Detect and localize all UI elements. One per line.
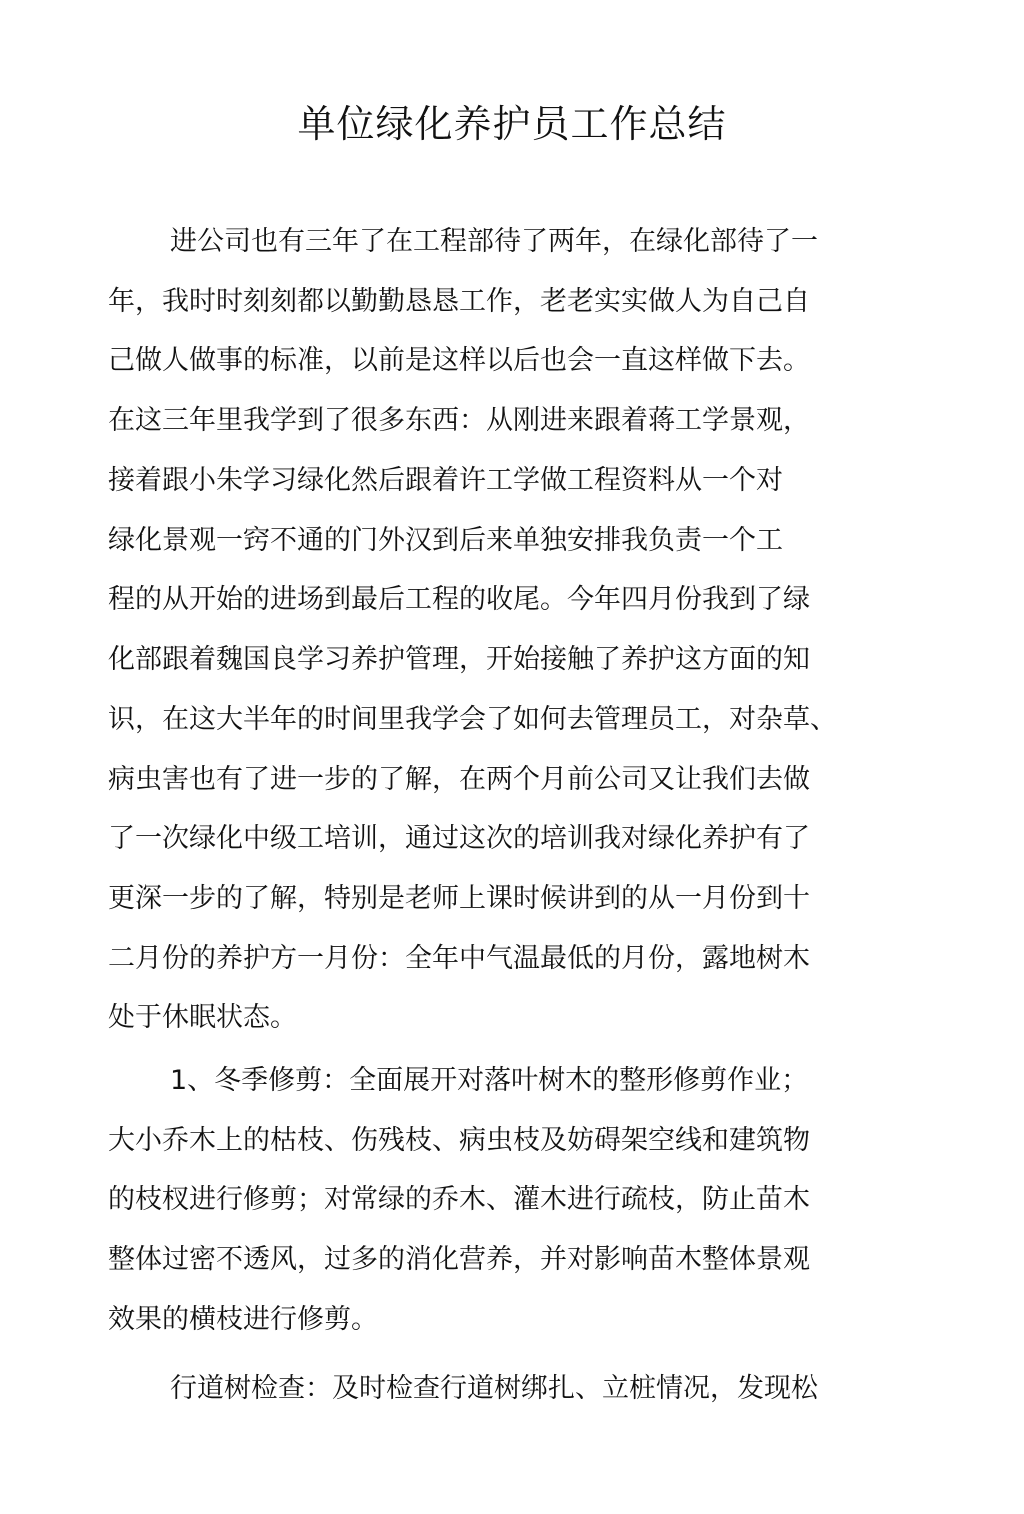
paragraph-line: 的枝杈进行修剪；对常绿的乔木、灌木进行疏枝，防止苗木 (108, 1184, 810, 1215)
paragraph-line: 在这三年里我学到了很多东西：从刚进来跟着蒋工学景观， (108, 405, 810, 436)
paragraph-line: 二月份的养护方一月份：全年中气温最低的月份，露地树木 (108, 943, 810, 974)
paragraph-line: 处于休眠状态。 (108, 1002, 297, 1033)
paragraph-line: 病虫害也有了进一步的了解，在两个月前公司又让我们去做 (108, 764, 810, 795)
paragraph-line: 识，在这大半年的时间里我学会了如何去管理员工，对杂草、 (108, 704, 837, 735)
paragraph-line: 程的从开始的进场到最后工程的收尾。今年四月份我到了绿 (108, 584, 810, 615)
paragraph-line: 进公司也有三年了在工程部待了两年，在绿化部待了一 (170, 226, 818, 257)
paragraph-line: 大小乔木上的枯枝、伤残枝、病虫枝及妨碍架空线和建筑物 (108, 1125, 810, 1156)
paragraph-line: 绿化景观一窍不通的门外汉到后来单独安排我负责一个工 (108, 525, 783, 556)
paragraph-line: 了一次绿化中级工培训，通过这次的培训我对绿化养护有了 (108, 823, 810, 854)
paragraph-line: 更深一步的了解，特别是老师上课时候讲到的从一月份到十 (108, 883, 810, 914)
paragraph-line: 1、冬季修剪：全面展开对落叶树木的整形修剪作业； (170, 1065, 809, 1096)
paragraph-line: 整体过密不透风，过多的消化营养，并对影响苗木整体景观 (108, 1244, 810, 1275)
paragraph-line: 己做人做事的标准，以前是这样以后也会一直这样做下去。 (108, 345, 810, 376)
paragraph-line: 行道树检查：及时检查行道树绑扎、立桩情况，发现松 (170, 1373, 818, 1404)
paragraph-line: 化部跟着魏国良学习养护管理，开始接触了养护这方面的知 (108, 644, 810, 675)
paragraph-line: 效果的横枝进行修剪。 (108, 1304, 378, 1335)
paragraph-line: 年，我时时刻刻都以勤勤恳恳工作，老老实实做人为自己自 (108, 286, 810, 317)
document-title: 单位绿化养护员工作总结 (297, 102, 727, 146)
paragraph-line: 接着跟小朱学习绿化然后跟着许工学做工程资料从一个对 (108, 465, 783, 496)
